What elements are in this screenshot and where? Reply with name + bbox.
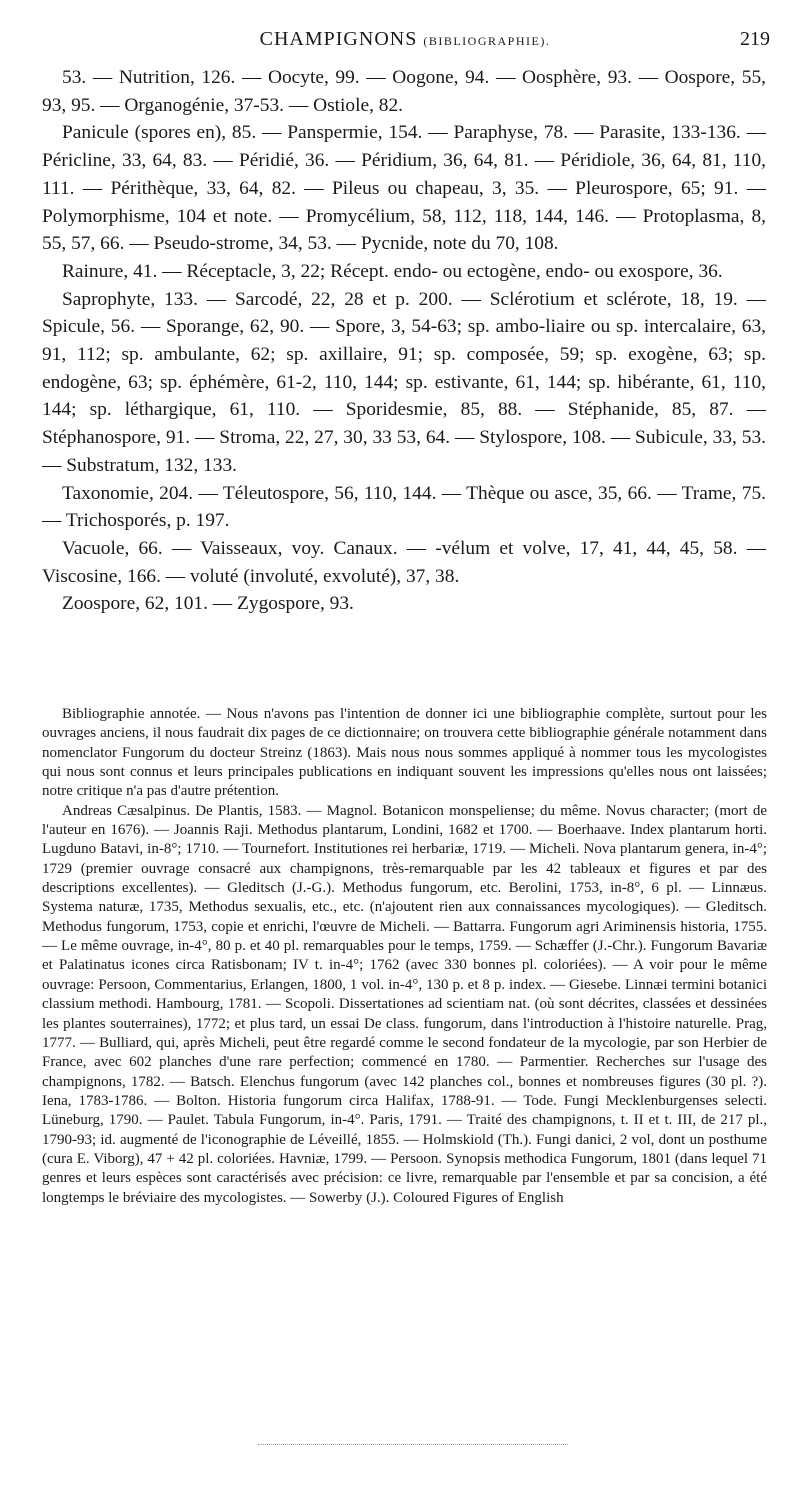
page-number: 219 [740, 28, 770, 50]
glossary-index [42, 64, 766, 618]
index-entry-t: Taxonomie, 204. — Téleutospore, 56, 110, 144. — Thèque ou asce, 35, 66. — Trame, 75. — Trichosporés, p. 197. [42, 482, 766, 532]
index-entry-s: Saprophyte, 133. — Sarcodé, 22, 28 et p. 200. — Sclérotium et sclérote, 18, 19. — Spicule, 56. — Sporange, 62, 90. — Spore, 3, 54-63; sp. ambo-liaire ou sp. intercalaire, 63, 91, 112; sp. ambulante, 62; sp. axillaire, 91; sp. composée, 59; sp. exogène, 63; sp. endogène, 63; sp. éphémère, 61-2, 110, 144; sp. estivante, 61, 144; sp. hibérante, 61, 110, 144; sp. léthargique, 61, 110. — Sporidesmie, 85, 88. — Stéphanide, 85, 87. — Stéphanospore, 91. — Stroma, 22, 27, 30, 33 53, 64. — Stylospore, 108. — Subicule, 33, 53. — Substratum, 132, 133. [42, 288, 766, 476]
bibliography-intro: Bibliographie annotée. — Nous n'avons pas l'intention de donner ici une bibliographie complète, surtout pour les ouvrages anciens, il nous faudrait dix pages de ce dictionnaire; on trouvera cette bibliographie générale notamment dans nomenclator Fungorum du docteur Streinz (1863). Mais nous nous sommes appliqué à nommer tous les mycologistes qui nous sont connus et leurs principales publications en indiquant souvent les impressions qu'elles nous ont laissées; notre critique n'a pas d'autre prétention. [42, 706, 767, 800]
annotated-bibliography [42, 705, 767, 1208]
running-title [40, 28, 770, 51]
running-header [40, 28, 770, 62]
index-entry-p: Panicule (spores en), 85. — Panspermie, 154. — Paraphyse, 78. — Parasite, 133-136. — Péricline, 33, 64, 83. — Péridié, 36. — Péridium, 36, 64, 81. — Péridiole, 36, 64, 81, 110, 111. — Périthèque, 33, 64, 82. — Pileus ou chapeau, 3, 35. — Pleurospore, 65; 91. — Polymorphisme, 104 et note. — Promycélium, 58, 112, 118, 144, 146. — Protoplasma, 8, 55, 57, 66. — Pseudo-strome, 34, 53. — Pycnide, note du 70, 108. [42, 122, 766, 255]
index-entry-z: Zoospore, 62, 101. — Zygospore, 93. [62, 593, 354, 615]
index-entry-v: Vacuole, 66. — Vaisseaux, voy. Canaux. — -vélum et volve, 17, 41, 44, 45, 58. — Viscosine, 166. — voluté (involuté, exvoluté), 37, 38. [42, 537, 766, 587]
index-entry-r: Rainure, 41. — Réceptacle, 3, 22; Récept. endo- ou ectogène, endo- ou exospore, 36. [62, 260, 723, 282]
title-text: CHAMPIGNONS [259, 28, 418, 50]
index-entry-n: 53. — Nutrition, 126. — Oocyte, 99. — Oogone, 94. — Oosphère, 93. — Oospore, 55, 93, 95. — Organogénie, 37-53. — Ostiole, 82. [42, 67, 766, 116]
bibliography-entries: Andreas Cæsalpinus. De Plantis, 1583. — Magnol. Botanicon monspeliense; du même. Novus character; (mort de l'auteur en 1676). — Joannis Raji. Methodus plantarum, Londini, 1682 et 1700. — Boerhaave. Index plantarum horti. Lugduno Batavi, in-8°; 1710. — Tournefort. Institutiones rei herbariæ, 1719. — Micheli. Nova plantarum genera, in-4°; 1729 (premier ouvrage consacré aux champignons, très-remarquable par les 42 tableaux et figures et par des descriptions excellentes). — Gleditsch (J.-G.). Methodus fungorum, etc. Berolini, 1753, in-8°, 6 pl. — Linnæus. Systema naturæ, 1735, Methodus sexualis, etc., etc. (n'ajoutent rien aux connaissances mycologiques). — Gleditsch. Methodus fungorum, 1753, copie et enrichi, l'œuvre de Micheli. — Battarra. Fungorum agri Ariminensis historia, 1755. — Le même ouvrage, in-4°, 80 p. et 40 pl. remarquables pour le temps, 1759. — Schæffer (J.-Chr.). Fungorum Bavariæ et Palatinatus icones circa Ratisbonam; IV t. in-4°; 1762 (avec 330 bonnes pl. coloriées). — A voir pour le même ouvrage: Persoon, Commentarius, Erlangen, 1800, 1 vol. in-4°, 130 p. et 8 p. index. — Giesebe. Linnæi termini botanici classium methodi. Hambourg, 1781. — Scopoli. Dissertationes ad scientiam nat. (où sont décrites, classées et dessinées les plantes souterraines), 1772; et plus tard, un essai De class. fungorum, dans l'introduction à l'histoire naturelle. Prag, 1777. — Bulliard, qui, après Micheli, peut être regardé comme le second fondateur de la mycologie, par son Herbier de France, avec 602 planches d'une rare perfection; commencé en 1780. — Parmentier. Recherches sur l'usage des champignons, 1782. — Batsch. Elenchus fungorum (avec 142 planches col., bonnes et nombreuses figures (30 pl. ?). Iena, 1783-1786. — Bolton. Historia fungorum circa Halifax, 1788-91. — Tode. Fungi Mecklenburgenses selecti. Lüneburg, 1790. — Paulet. Tabula Fungorum, in-4°. Paris, 1791. — Traité des champignons, t. II et t. III, de 217 pl., 1790-93; id. augmenté de l'iconographie de Léveillé, 1855. — Holmskiold (Th.). Fungi danici, 2 vol, dont un posthume (cura E. Viborg), 47 + 42 pl. coloriées. Havniæ, 1799. — Persoon. Synopsis methodica Fungorum, 1801 (dans lequel 71 genres et leurs espèces sont caractérisés avec précision: ce livre, remarquable par l'ensemble et par sa concision, a été longtemps le bréviaire des mycologistes. — Sowerby (J.). Coloured Figures of English [42, 802, 767, 1206]
title-subtitle: (BIBLIOGRAPHIE). [423, 34, 551, 48]
footer-dotted-rule [258, 1444, 568, 1446]
